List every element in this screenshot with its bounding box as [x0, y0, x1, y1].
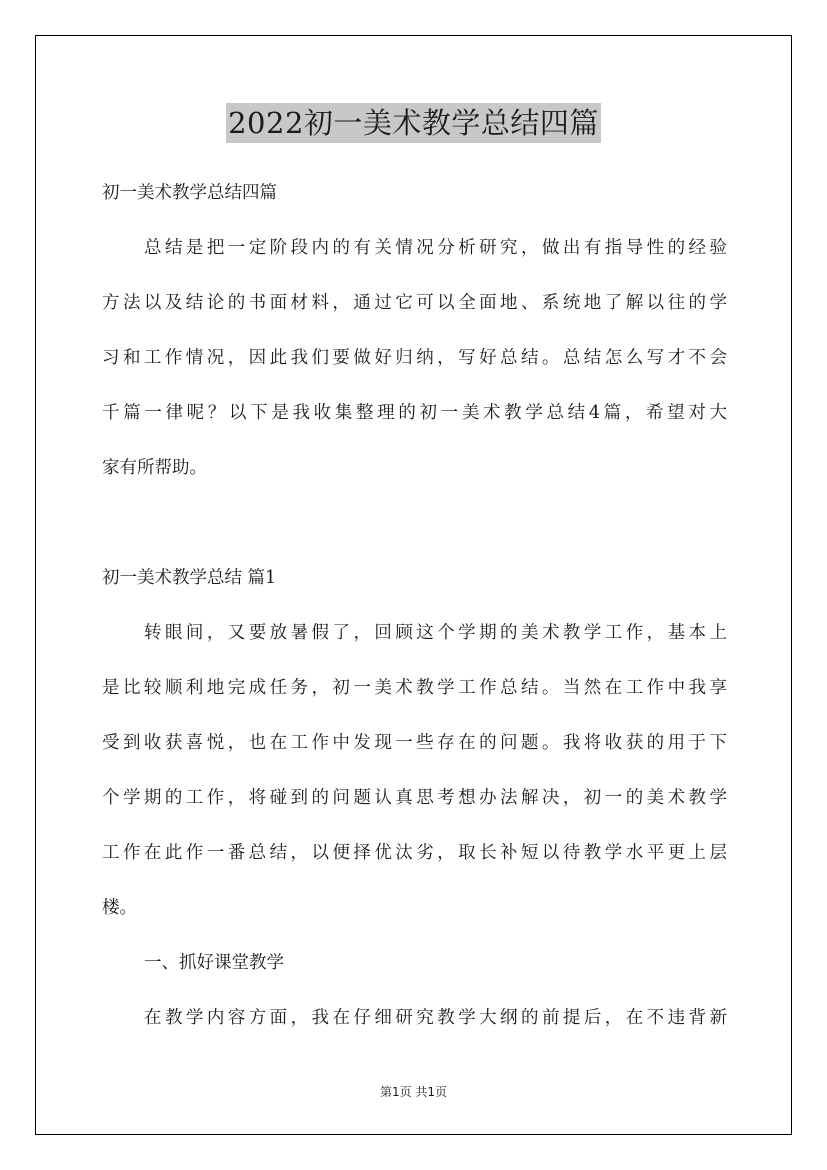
section1-line-5: 工作在此作一番总结，以便择优汰劣，取长补短以待教学水平更上层 [102, 843, 727, 863]
intro-line-3: 习和工作情况，因此我们要做好归纳，写好总结。总结怎么写才不会 [102, 348, 727, 368]
intro-line-2: 方法以及结论的书面材料，通过它可以全面地、系统地了解以往的学 [102, 293, 727, 313]
page-footer: 第1页 共1页 [379, 1085, 448, 1099]
last-line: 在教学内容方面，我在仔细研究教学大纲的前提后，在不违背新 [144, 1008, 727, 1028]
document-title-text: 2022初一美术教学总结四篇 [226, 103, 601, 143]
intro-line-1: 总结是把一定阶段内的有关情况分析研究，做出有指导性的经验 [144, 238, 727, 258]
section1-line-2: 是比较顺利地完成任务，初一美术教学工作总结。当然在工作中我享 [102, 678, 727, 698]
section1-line-1: 转眼间，又要放暑假了，回顾这个学期的美术教学工作，基本上 [144, 623, 727, 643]
section-heading-1: 初一美术教学总结 篇1 [102, 568, 277, 588]
document-body [102, 166, 727, 1046]
intro-line-4: 千篇一律呢？以下是我收集整理的初一美术教学总结4篇，希望对大 [102, 403, 727, 423]
document-subtitle: 初一美术教学总结四篇 [102, 183, 277, 203]
subheading-1: 一、抓好课堂教学 [144, 953, 284, 973]
document-title [0, 103, 827, 143]
section1-line-6: 楼。 [102, 898, 137, 918]
intro-line-5: 家有所帮助。 [102, 458, 207, 478]
section1-line-4: 个学期的工作，将碰到的问题认真思考想办法解决，初一的美术教学 [102, 788, 727, 808]
section1-line-3: 受到收获喜悦，也在工作中发现一些存在的问题。我将收获的用于下 [102, 733, 727, 753]
paragraph-gap [102, 496, 727, 551]
